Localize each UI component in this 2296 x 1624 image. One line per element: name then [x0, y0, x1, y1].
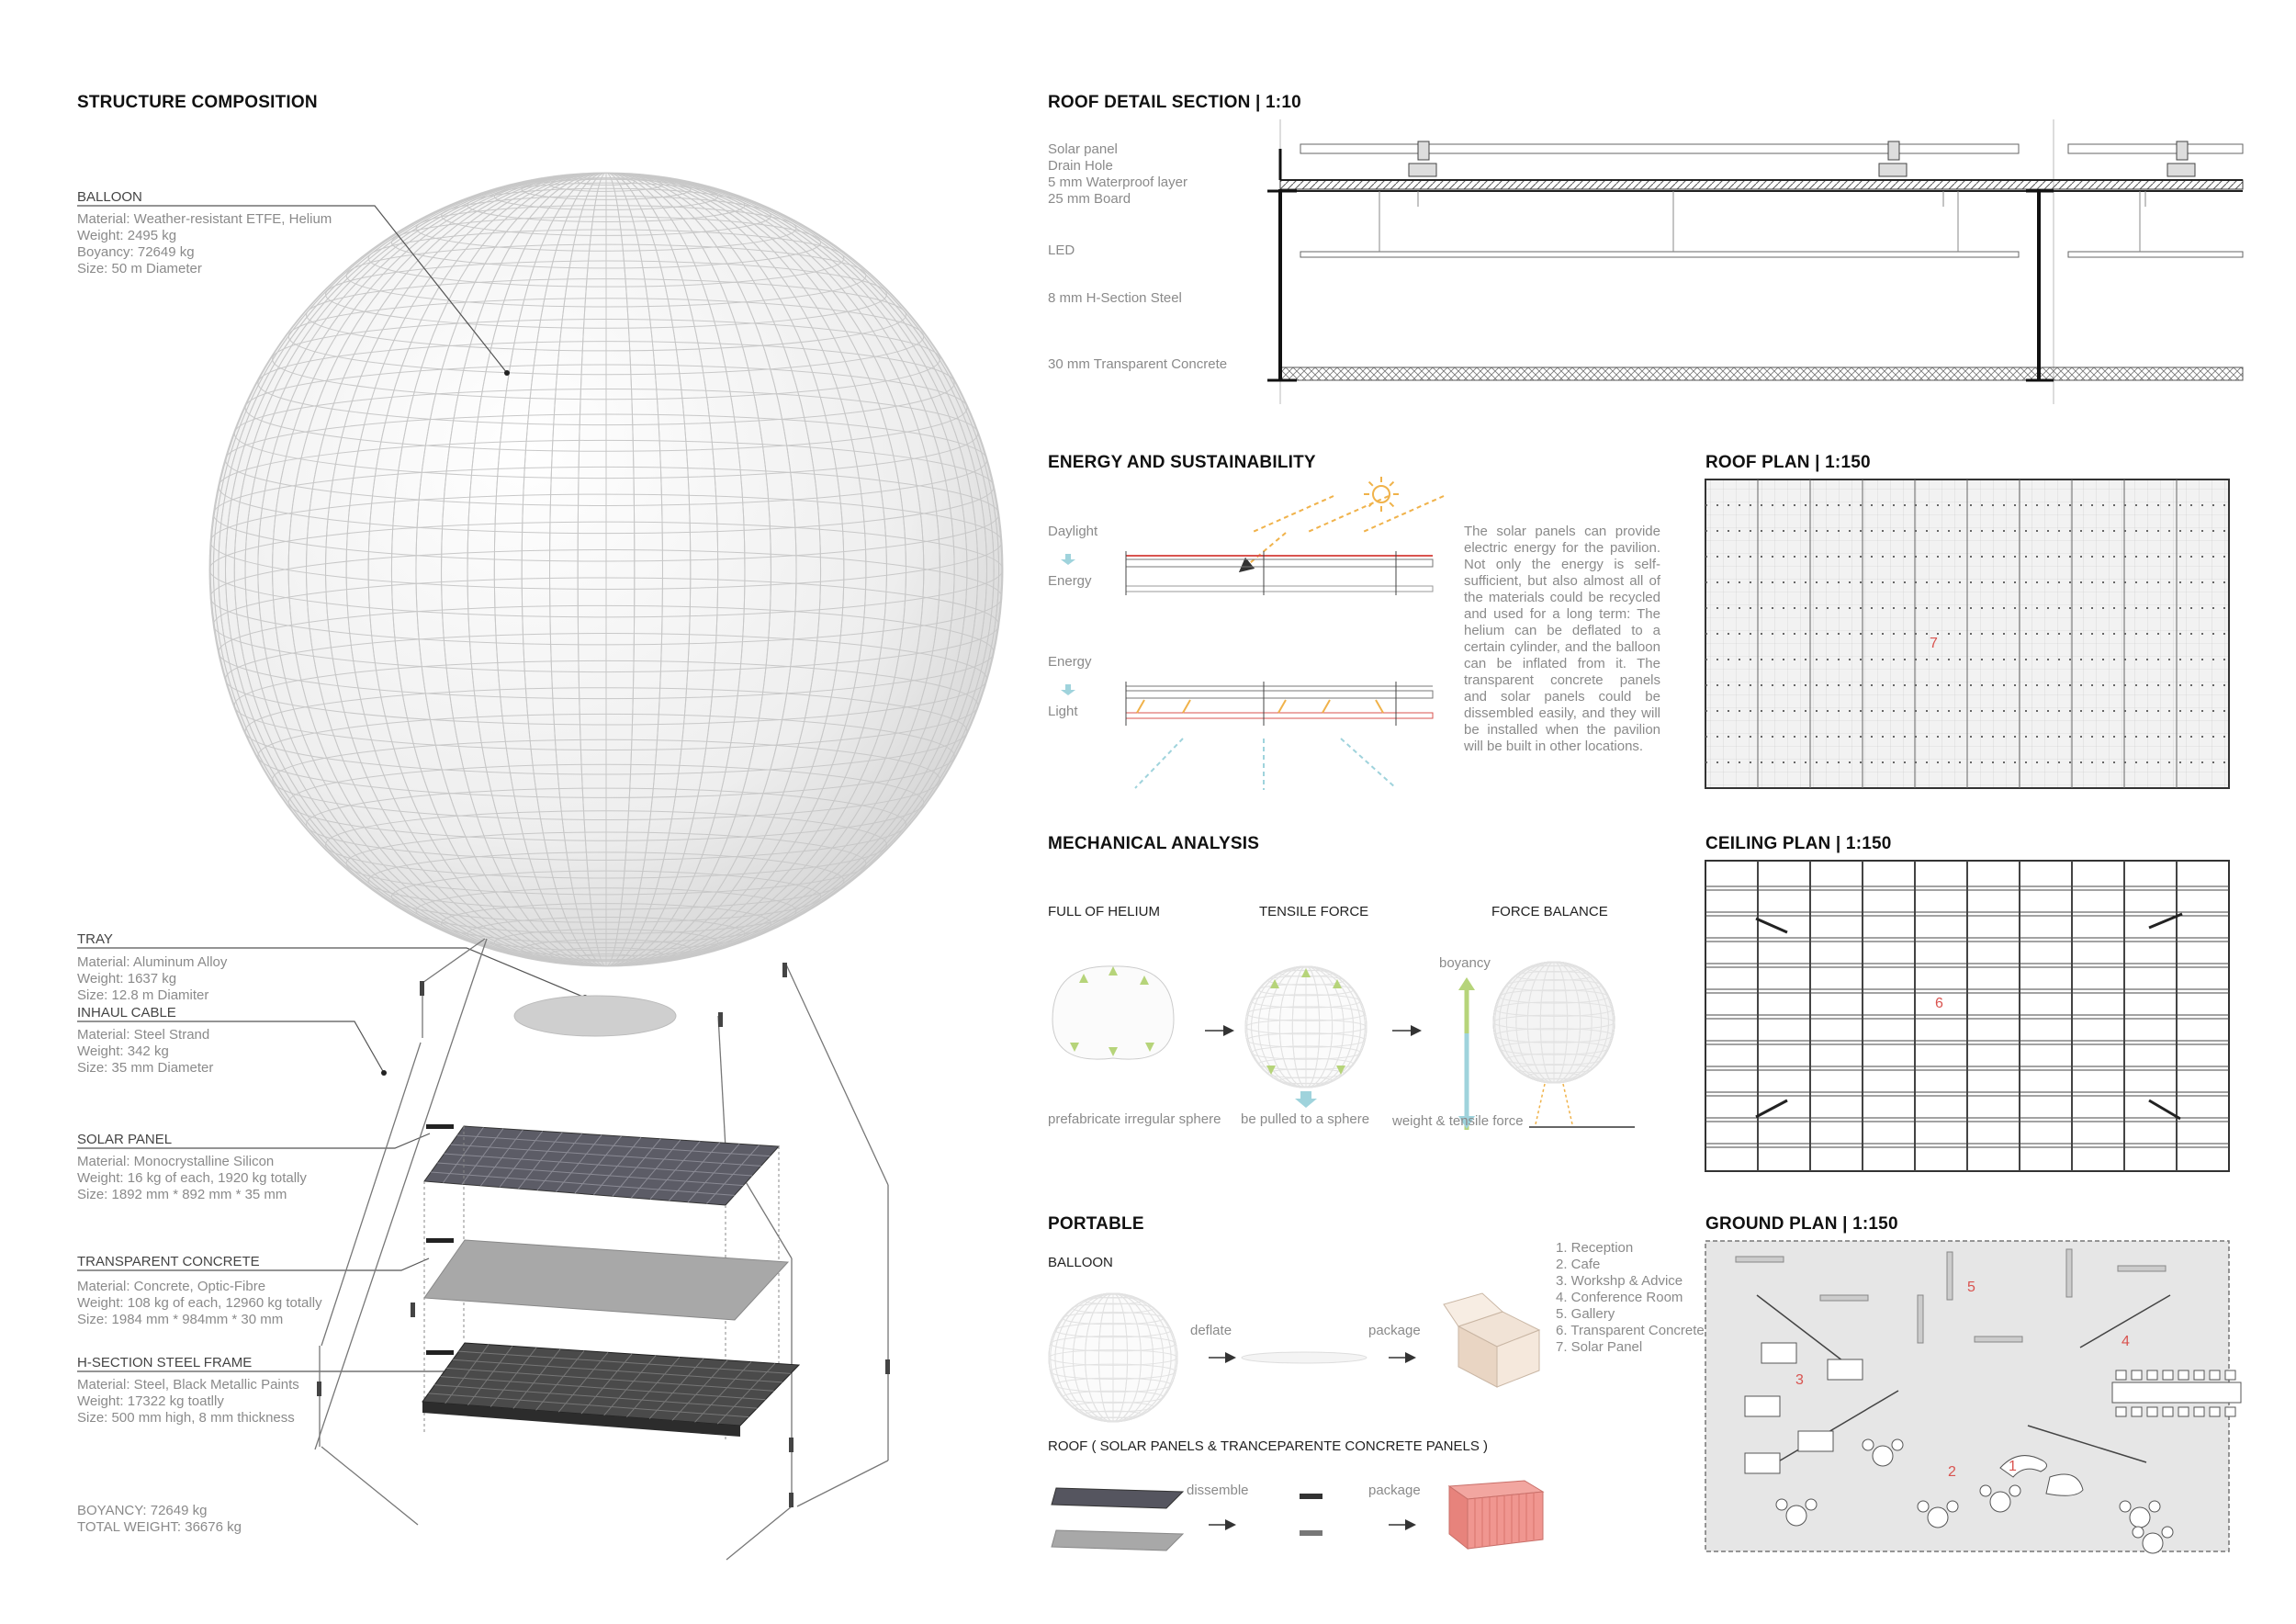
- light-label: Light: [1048, 704, 1078, 719]
- roof-plan-heading: ROOF PLAN | 1:150: [1705, 453, 1871, 472]
- roof-plan: [1705, 479, 2229, 788]
- tray-spec: Material: Aluminum Alloy Weight: 1637 kg Size: 12.8 m Diamiter: [77, 954, 228, 1003]
- mech-title-3: FORCE BALANCE: [1491, 904, 1608, 919]
- daylight-label: Daylight: [1048, 524, 1098, 539]
- mech-caption-1: prefabricate irregular sphere: [1048, 1111, 1221, 1127]
- concrete-layer: [424, 1240, 788, 1320]
- portable-roof-label: ROOF ( SOLAR PANELS & TRANCEPARENTE CONCRETE PANELS ): [1048, 1438, 1488, 1454]
- box-icon: [1444, 1293, 1539, 1387]
- ceiling-plan: [1705, 861, 2229, 1171]
- portable-balloon-label: BALLOON: [1048, 1255, 1113, 1270]
- sun-icon: [1364, 477, 1399, 512]
- mech-caption-3: weight & tensile force: [1392, 1113, 1524, 1129]
- roof-detail-heading: ROOF DETAIL SECTION | 1:10: [1048, 93, 1301, 112]
- cable-spec: Material: Steel Strand Weight: 342 kg Size: 35 mm Diameter: [77, 1027, 214, 1076]
- ceiling-plan-number: 6: [1935, 996, 1943, 1011]
- package-label-1: package: [1368, 1323, 1421, 1338]
- mech-title-2: TENSILE FORCE: [1259, 904, 1369, 919]
- energy-paragraph: The solar panels can provide electric energy for the pavilion. Not only the energy is self-sufficient, but also almost all of the materials could be recycled and used for a long term: The helium can be deflated to a certain cylinder, and the balloon can be inflated from it. The transparent concrete panels and solar panels could be dissembled easily, and they will be installed when the pavilion will be built in other locations.: [1464, 524, 1660, 754]
- balloon-spec: Material: Weather-resistant ETFE, Helium Weight: 2495 kg Boyancy: 72649 kg Size: 50 m Diameter: [77, 211, 332, 276]
- energy-heading: ENERGY AND SUSTAINABILITY: [1048, 453, 1316, 472]
- tray-label: TRAY: [77, 931, 113, 947]
- balloon-label: BALLOON: [77, 189, 142, 205]
- roof-plan-number: 7: [1930, 636, 1938, 651]
- steel-label: 8 mm H-Section Steel: [1048, 290, 1182, 306]
- portable-heading: PORTABLE: [1048, 1214, 1144, 1234]
- roof-detail-labels: Solar panel Drain Hole 5 mm Waterproof layer 25 mm Board: [1048, 141, 1187, 207]
- ground-number-2: 2: [1948, 1464, 1956, 1480]
- steel-frame-spec: Material: Steel, Black Metallic Paints Weight: 17322 kg toatlly Size: 500 mm high, 8 mm thickness: [77, 1377, 299, 1426]
- energy-label-2: Energy: [1048, 654, 1092, 670]
- ground-plan-heading: GROUND PLAN | 1:150: [1705, 1214, 1898, 1234]
- energy-label-1: Energy: [1048, 573, 1092, 589]
- led-label: LED: [1048, 242, 1075, 258]
- mechanical-heading: MECHANICAL ANALYSIS: [1048, 834, 1260, 853]
- concrete-label: TRANSPARENT CONCRETE: [77, 1254, 260, 1269]
- ground-number-4: 4: [2122, 1334, 2130, 1349]
- concrete-section-label: 30 mm Transparent Concrete: [1048, 356, 1228, 372]
- ceiling-plan-heading: CEILING PLAN | 1:150: [1705, 834, 1892, 853]
- irregular-sphere: [1052, 966, 1174, 1059]
- ground-number-3: 3: [1795, 1372, 1804, 1388]
- solar-panel-spec: Material: Monocrystalline Silicon Weight: 16 kg of each, 1920 kg totally Size: 1892 mm * 892 mm * 35 mm: [77, 1154, 307, 1202]
- tray-disc: [514, 996, 676, 1036]
- ground-number-5: 5: [1967, 1280, 1975, 1295]
- portable-diagram: [1049, 1293, 1543, 1551]
- cable-label: INHAUL CABLE: [77, 1005, 176, 1021]
- ground-number-1: 1: [2009, 1459, 2017, 1474]
- deflate-label: deflate: [1190, 1323, 1232, 1338]
- mech-caption-2: be pulled to a sphere: [1241, 1111, 1370, 1127]
- roof-detail-section: [1267, 119, 2243, 404]
- mechanical-diagram: [1052, 962, 1635, 1130]
- package-label-2: package: [1368, 1483, 1421, 1498]
- solar-panel-label: SOLAR PANEL: [77, 1132, 173, 1147]
- boyancy-label: boyancy: [1439, 955, 1491, 971]
- totals: BOYANCY: 72649 kg TOTAL WEIGHT: 36676 kg: [77, 1503, 242, 1535]
- energy-diagram: [1061, 477, 1444, 790]
- mech-title-1: FULL OF HELIUM: [1048, 904, 1160, 919]
- steel-frame-label: H-SECTION STEEL FRAME: [77, 1355, 253, 1370]
- dissemble-label: dissemble: [1187, 1483, 1249, 1498]
- ground-legend: 1. Reception 2. Cafe 3. Workshp & Advice 4. Conference Room 5. Gallery 6. Transparent Concrete 7. Solar Panel: [1556, 1240, 1705, 1355]
- concrete-spec: Material: Concrete, Optic-Fibre Weight: 108 kg of each, 12960 kg totally Size: 1984 mm * 984mm * 30 mm: [77, 1279, 322, 1327]
- moon-icon: [1374, 634, 1389, 650]
- balloon-sphere: [209, 173, 1003, 966]
- steel-frame-layer: [422, 1343, 799, 1437]
- solar-panel-layer: [424, 1126, 779, 1205]
- container-icon: [1449, 1481, 1543, 1549]
- structure-heading: STRUCTURE COMPOSITION: [77, 93, 318, 112]
